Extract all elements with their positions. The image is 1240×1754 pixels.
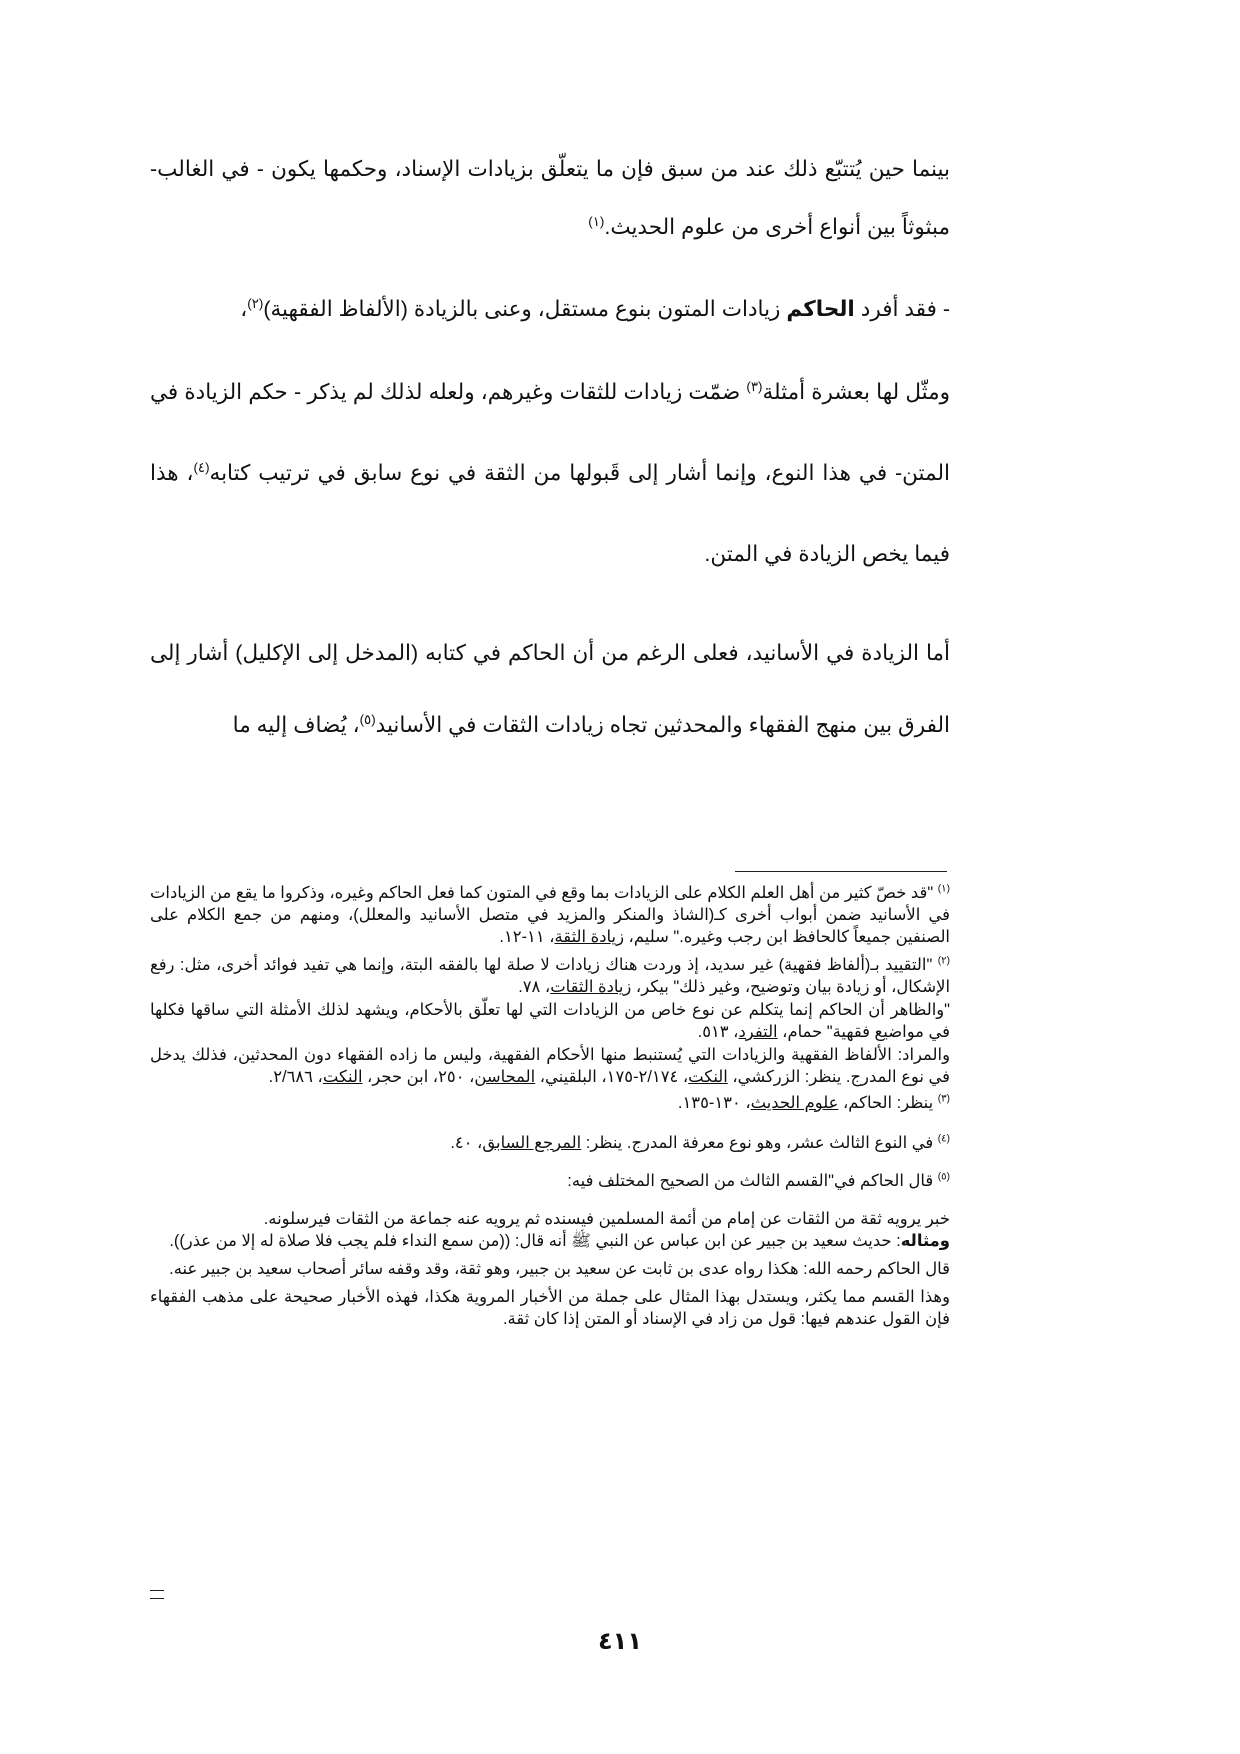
footnote-ref-2[interactable]: (٢) <box>247 295 264 311</box>
paragraph-3: ومثّل لها بعشرة أمثلة$^{(٣)}$ ضمّت زيادات للثقات وغيرهم، ولعله لذلك لم يذكر - حكم الزيادة في المتن- في هذا النوع، وإنما أشار إلى قَبولها من الثقة في نوع سابق في ترتيب كتابه$^{(٤)}$، هذا فيما يخص الزيادة في المتن. <box>150 378 951 566</box>
footnote-5-hakim-comment: قال الحاكم رحمه الله: هكذا رواه عدى بن ثابت عن سعيد بن جبير، وهو ثقة، وقد وقفه سائر أصحاب سعيد بن جبير عنه. <box>169 1260 950 1278</box>
footnote-number: (٤) <box>937 1133 950 1145</box>
bold-label-example: ومثاله <box>900 1232 950 1250</box>
footnotes <box>150 882 950 1330</box>
footnote-number: (١) <box>937 883 950 895</box>
bold-name-hakim: الحاكم <box>786 297 855 321</box>
cited-title: علوم الحديث <box>750 1094 839 1112</box>
cited-title: المرجع السابق <box>482 1134 582 1152</box>
footnote-ref-5[interactable]: (٥) <box>359 711 376 727</box>
cited-title: زيادة الثقات <box>550 978 632 996</box>
footnote-1: $^{(١)}$ "قد خصّ كثير من أهل العلم الكلام على الزيادات بما وقع في المتون كما فعل الحاكم وغيره، وذكروا ما يقع من الزيادات في الأسانيد ضمن أبواب أخرى كـ(الشاذ والمنكر والمزيد في متصل الأسانيد والمعلل)، ومنهم من جمع الكلام على الصنفين جميعاً كالحافظ ابن رجب وغيره." سليم، زيادة الثقة، ١١-١٢. <box>150 883 950 946</box>
cited-title: المحاسن <box>474 1068 536 1086</box>
cited-title: التفرد <box>738 1023 778 1041</box>
paragraph-1: بينما حين يُتتبّع ذلك عند من سبق فإن ما يتعلّق بزيادات الإسناد، وحكمها يكون - في الغالب- مبثوثاً بين أنواع أخرى من علوم الحديث.$^{(١)}$ <box>150 157 950 239</box>
footnote-5-definition: خبر يرويه ثقة من الثقات عن إمام من أئمة المسلمين فيسنده ثم يرويه عنه جماعة من الثقات فيرسلونه. <box>263 1210 950 1228</box>
page-number: ٤١١ <box>598 1628 642 1655</box>
main-text <box>150 140 950 761</box>
footnote-2: $^{(٢)}$ "التقييد بـ(ألفاظ فقهية) غير سديد، إذ وردت هناك زيادات لا صلة لها بالفقه البتة، وإنما هي تفيد فوائد أخرى، مثل: رفع الإشكال، أو زيادة بيان وتوضيح، وغير ذلك" بيكر، زيادة الثقات، ٧٨. "والظاهر أن الحاكم إنما يتكلم عن نوع خاص من الزيادات التي لها تعلّق بالأحكام، ويشهد لذلك الأمثلة التي ساقها فكلها في مواضيع فقهية" حمام، التفرد، ٥١٣. والمراد: الألفاظ الفقهية والزيادات التي يُستنبط منها الأحكام الفقهية، وليس ما زاده الفقهاء دون المحدثين، فذلك يدخل في نوع المدرج. ينظر: الزركشي، النكت، ٢/١٧٤-١٧٥، البلقيني، المحاسن، ٢٥٠، ابن حجر، النكت، ٢/٦٨٦. <box>150 955 950 1086</box>
footnote-5-conclusion: وهذا القسم مما يكثر، ويستدل بهذا المثال على جملة من الأخبار المروية هكذا، فهذه الأخبار صحيحة على مذهب الفقهاء فإن القول عندهم فيها: قول من زاد في الإسناد أو المتن إذا كان ثقة. <box>150 1288 950 1328</box>
footnote-3: $^{(٣)}$ ينظر: الحاكم، علوم الحديث، ١٣٠-١٣٥. <box>677 1093 950 1112</box>
footnote-2-explanation: والمراد: الألفاظ الفقهية والزيادات التي يُستنبط منها الأحكام الفقهية، وليس ما زاده الفقهاء دون المحدثين، فذلك يدخل في نوع المدرج. ينظر: الزركشي، النكت، ٢/١٧٤-١٧٥، البلقيني، المحاسن، ٢٥٠، ابن حجر، النكت، ٢/٦٨٦. <box>150 1046 950 1086</box>
footnote-5-example: ومثاله: حديث سعيد بن جبير عن ابن عباس عن النبي ﷺ أنه قال: ((من سمع النداء فلم يجب فلا صلاة له إلا من عذر)). <box>169 1232 950 1250</box>
footnote-5: $^{(٥)}$ قال الحاكم في"القسم الثالث من الصحيح المختلف فيه: خبر يرويه ثقة من الثقات عن إمام من أئمة المسلمين فيسنده ثم يرويه عنه جماعة من الثقات فيرسلونه. ومثاله: حديث سعيد بن جبير عن ابن عباس عن النبي ﷺ أنه قال: ((من سمع النداء فلم يجب فلا صلاة له إلا من عذر)). قال الحاكم رحمه الله: هكذا رواه عدى بن ثابت عن سعيد بن جبير، وهو ثقة، وقد وقفه سائر أصحاب سعيد بن جبير عنه. وهذا القسم مما يكثر، ويستدل بهذا المثال على جملة من الأخبار المروية هكذا، فهذه الأخبار صحيحة على مذهب الفقهاء فإن القول عندهم فيها: قول من زاد في الإسناد أو المتن إذا كان ثقة. <box>150 1171 950 1328</box>
footnote-number: (٢) <box>937 955 950 967</box>
footnote-separator <box>735 871 947 872</box>
footnote-2-quote: "والظاهر أن الحاكم إنما يتكلم عن نوع خاص من الزيادات التي لها تعلّق بالأحكام، ويشهد لذلك الأمثلة التي ساقها فكلها في مواضيع فقهية" حمام، التفرد، ٥١٣. <box>150 1001 950 1041</box>
footnote-ref-1[interactable]: (١) <box>588 213 605 229</box>
paragraph-2: - فقد أفرد الحاكم زيادات المتون بنوع مستقل، وعنى بالزيادة (الألفاظ الفقهية)$^{(٢)}$، <box>240 295 950 321</box>
cited-title: النكت <box>688 1068 728 1086</box>
footnote-ref-4[interactable]: (٤) <box>193 459 210 475</box>
paragraph-4: أما الزيادة في الأسانيد، فعلى الرغم من أن الحاكم في كتابه (المدخل إلى الإكليل) أشار إلى الفرق بين منهج الفقهاء والمحدثين تجاه زيادات الثقات في الأسانيد$^{(٥)}$، يُضاف إليه ما <box>150 641 950 737</box>
cited-title: زيادة الثقة <box>554 928 624 946</box>
continuation-mark <box>150 1590 164 1599</box>
cited-title: النكت <box>322 1068 363 1086</box>
footnote-number: (٣) <box>937 1093 950 1105</box>
footnote-4: $^{(٤)}$ في النوع الثالث عشر، وهو نوع معرفة المدرج. ينظر: المرجع السابق، ٤٠. <box>450 1133 950 1152</box>
footnote-ref-3[interactable]: (٣) <box>746 378 763 394</box>
footnote-number: (٥) <box>937 1171 950 1183</box>
